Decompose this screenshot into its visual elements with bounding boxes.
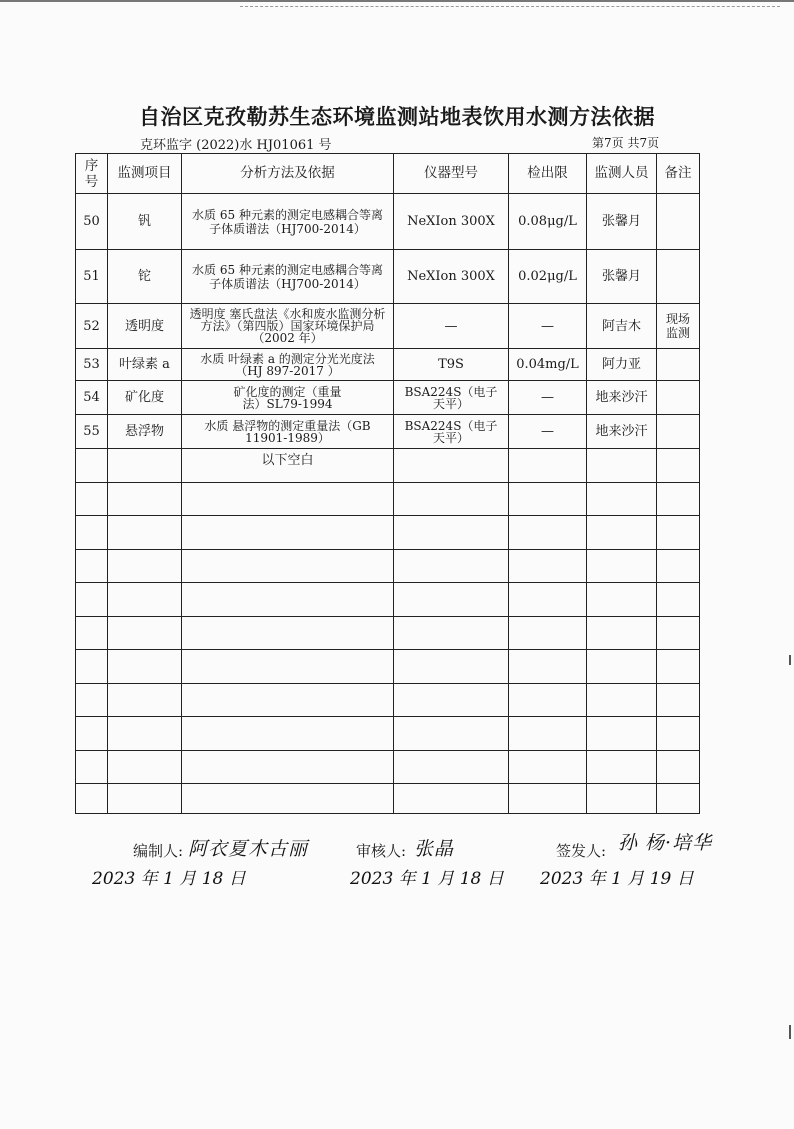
row-method: 水质 65 种元素的测定电感耦合等离子体质谱法（HJ700-2014） <box>182 194 394 250</box>
document-title: 自治区克孜勒苏生态环境监测站地表饮用水测方法依据 <box>139 104 655 129</box>
header-limit: 检出限 <box>509 154 587 194</box>
compiler-date: 2023 年 1 月 18 日 <box>92 869 246 889</box>
row-method: 透明度 塞氏盘法《水和废水监测分析方法》（第四版）国家环境保护局（2002 年） <box>182 304 394 349</box>
row-item: 铊 <box>108 250 182 304</box>
empty-row <box>76 483 700 516</box>
empty-cell <box>76 449 108 483</box>
row-instrument: BSA224S（电子天平） <box>394 381 509 415</box>
table-row <box>76 250 700 304</box>
empty-row <box>76 784 700 814</box>
issuer-label: 签发人: <box>556 842 607 860</box>
table-row <box>76 304 700 349</box>
row-limit: 0.08μg/L <box>509 194 587 250</box>
row-remark <box>657 381 700 415</box>
row-remark: 现场监测 <box>657 304 700 349</box>
row-item: 透明度 <box>108 304 182 349</box>
table-row <box>76 415 700 449</box>
scan-edge <box>0 0 794 14</box>
header-instrument: 仪器型号 <box>394 154 509 194</box>
row-person: 阿吉木 <box>587 304 657 349</box>
reviewer-date: 2023 年 1 月 18 日 <box>350 869 504 889</box>
row-item: 悬浮物 <box>108 415 182 449</box>
row-method: 矿化度的测定（重量法）SL79-1994 <box>182 381 394 415</box>
row-no: 50 <box>76 194 108 250</box>
method-table <box>75 153 700 814</box>
row-limit: — <box>509 415 587 449</box>
issuer-date: 2023 年 1 月 19 日 <box>540 869 694 889</box>
row-item: 矿化度 <box>108 381 182 415</box>
row-method: 水质 65 种元素的测定电感耦合等离子体质谱法（HJ700-2014） <box>182 250 394 304</box>
table-row <box>76 381 700 415</box>
row-no: 52 <box>76 304 108 349</box>
row-item: 叶绿素 a <box>108 349 182 381</box>
scan-mark <box>789 655 791 665</box>
compiler-label: 编制人: <box>133 842 184 860</box>
table-row <box>76 194 700 250</box>
table-row <box>76 449 700 483</box>
empty-row <box>76 617 700 650</box>
row-instrument: NeXIon 300X <box>394 250 509 304</box>
row-remark <box>657 250 700 304</box>
row-person: 张馨月 <box>587 250 657 304</box>
row-remark <box>657 349 700 381</box>
row-limit: — <box>509 304 587 349</box>
empty-row <box>76 650 700 684</box>
empty-cell <box>509 449 587 483</box>
empty-cell <box>394 449 509 483</box>
row-limit: — <box>509 381 587 415</box>
row-person: 阿力亚 <box>587 349 657 381</box>
row-no: 55 <box>76 415 108 449</box>
row-no: 54 <box>76 381 108 415</box>
row-instrument: NeXIon 300X <box>394 194 509 250</box>
empty-cell <box>657 449 700 483</box>
row-instrument: BSA224S（电子天平） <box>394 415 509 449</box>
empty-row <box>76 717 700 751</box>
row-instrument: T9S <box>394 349 509 381</box>
scan-mark <box>789 1025 791 1039</box>
table-header-row <box>76 154 700 194</box>
header-item: 监测项目 <box>108 154 182 194</box>
header-method: 分析方法及依据 <box>182 154 394 194</box>
issuer-signature: 孙 杨·培华 <box>618 832 713 854</box>
header-seq: 序 号 <box>76 154 108 194</box>
row-no: 53 <box>76 349 108 381</box>
row-method: 水质 悬浮物的测定重量法（GB 11901-1989） <box>182 415 394 449</box>
empty-row <box>76 684 700 717</box>
table-row <box>76 349 700 381</box>
header-remark: 备注 <box>657 154 700 194</box>
empty-row <box>76 550 700 583</box>
header-person: 监测人员 <box>587 154 657 194</box>
row-method: 水质 叶绿素 a 的测定分光光度法（HJ 897-2017 ） <box>182 349 394 381</box>
row-limit: 0.02μg/L <box>509 250 587 304</box>
row-limit: 0.04mg/L <box>509 349 587 381</box>
document-number: 克环监字 (2022)水 HJ01061 号 <box>140 138 332 153</box>
page-number: 第7页 共7页 <box>592 136 660 150</box>
empty-row <box>76 751 700 784</box>
compiler-signature: 阿衣夏木古丽 <box>188 838 309 860</box>
empty-cell <box>587 449 657 483</box>
row-person: 地来沙汗 <box>587 415 657 449</box>
row-remark <box>657 194 700 250</box>
blank-note: 以下空白 <box>182 449 394 483</box>
empty-row <box>76 583 700 617</box>
row-person: 地来沙汗 <box>587 381 657 415</box>
empty-cell <box>108 449 182 483</box>
row-item: 钒 <box>108 194 182 250</box>
row-instrument: — <box>394 304 509 349</box>
row-remark <box>657 415 700 449</box>
reviewer-label: 审核人: <box>356 842 407 860</box>
reviewer-signature: 张晶 <box>414 838 455 860</box>
empty-row <box>76 516 700 550</box>
row-person: 张馨月 <box>587 194 657 250</box>
row-no: 51 <box>76 250 108 304</box>
